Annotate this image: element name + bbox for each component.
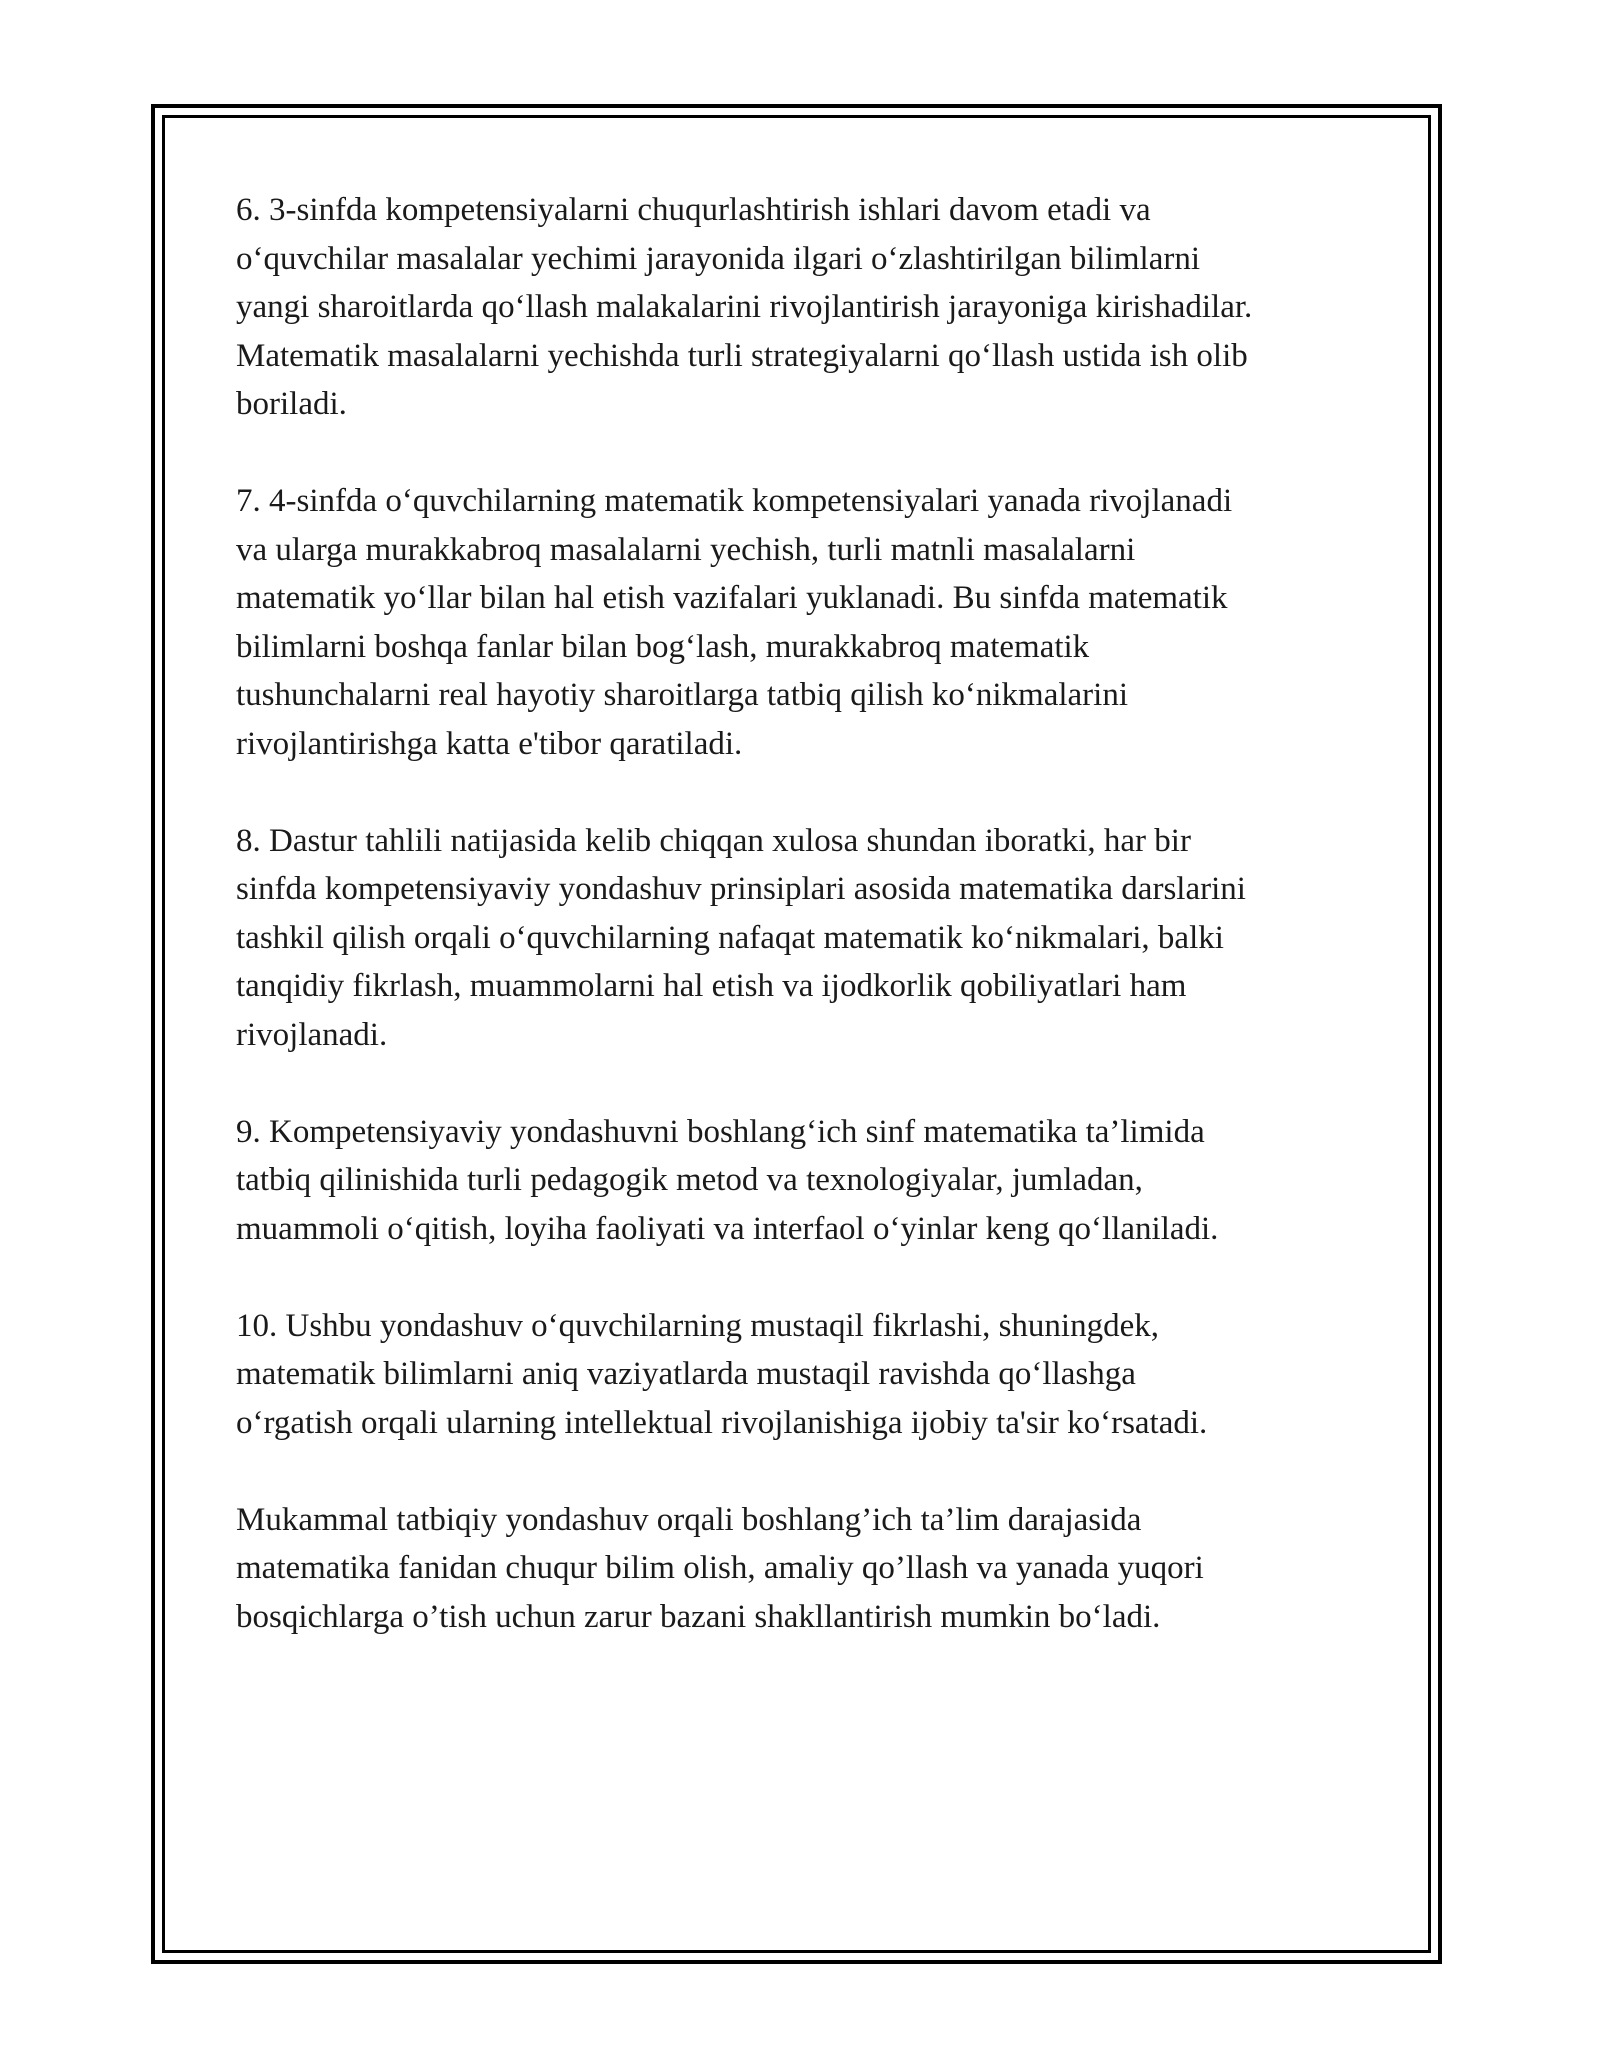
paragraph-9: 9. Kompetensiyaviy yondashuvni boshlang‘ich sinf matematika ta’limida tatbiq qilinishida turli pedagogik metod va texnologiyalar, jumladan, muammoli o‘qitish, loyiha faoliyati va interfaol o‘yinlar keng qo‘llaniladi.	[236, 1113, 1219, 1247]
paragraph-7: 7. 4-sinfda o‘quvchilarning matematik kompetensiyalari yanada rivojlanadi va ularga murakkabroq masalalarni yechish, turli matnli masalalarni matematik yo‘llar bilan hal etish vazifalari yuklanadi. Bu sinfda matematik bilimlarni boshqa fanlar bilan bog‘lash, murakkabroq matematik tushunchalarni real hayotiy sharoitlarga tatbiq qilish ko‘nikmalarini rivojlantirishga katta e'tibor qaratiladi.	[236, 483, 1233, 762]
document-body	[236, 186, 1386, 1690]
paragraph-8: 8. Dastur tahlili natijasida kelib chiqqan xulosa shundan iboratki, har bir sinfda kompetensiyaviy yondashuv prinsiplari asosida matematika darslarini tashkil qilish orqali o‘quvchilarning nafaqat matematik ko‘nikmalari, balki tanqidiy fikrlash, muammolarni hal etish va ijodkorlik qobiliyatlari ham rivojlanadi.	[236, 822, 1246, 1053]
paragraph-conclusion: Mukammal tatbiqiy yondashuv orqali boshlang’ich ta’lim darajasida matematika fanidan chuqur bilim olish, amaliy qo’llash va yanada yuqori bosqichlarga o’tish uchun zarur bazani shakllantirish mumkin bo‘ladi.	[236, 1501, 1204, 1635]
paragraph-10: 10. Ushbu yondashuv o‘quvchilarning mustaqil fikrlashi, shuningdek, matematik bilimlarni aniq vaziyatlarda mustaqil ravishda qo‘llashga o‘rgatish orqali ularning intellektual rivojlanishiga ijobiy ta'sir ko‘rsatadi.	[236, 1307, 1208, 1441]
paragraph-6: 6. 3-sinfda kompetensiyalarni chuqurlashtirish ishlari davom etadi va o‘quvchilar masalalar yechimi jarayonida ilgari o‘zlashtirilgan bilimlarni yangi sharoitlarda qo‘llash malakalarini rivojlantirish jarayoniga kirishadilar. Matematik masalalarni yechishda turli strategiyalarni qo‘llash ustida ish olib boriladi.	[236, 192, 1253, 422]
